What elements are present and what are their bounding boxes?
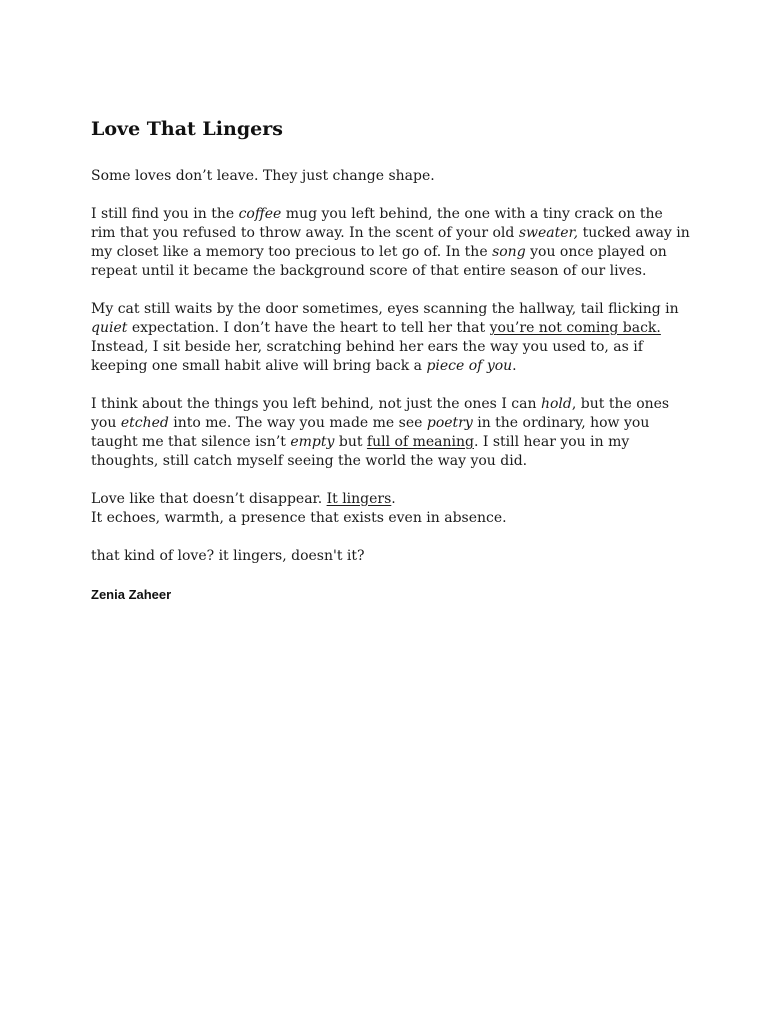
underlined-text: It lingers [326,491,392,507]
text-run: tucked away in my closet like a memory too precious to let go of. In the [91,225,690,260]
text-run: I think about the things you left behind, not just the ones I can [91,396,541,412]
italic-text: quiet [91,320,128,336]
text-run: Love like that doesn’t disappear. [91,491,327,507]
underlined-text: full of meaning [366,434,474,450]
paragraph-4 [91,395,691,471]
paragraph-5 [91,490,691,528]
text-run: expectation. I don’t have the heart to tell her that [127,320,490,336]
italic-text: poetry [426,415,473,431]
italic-text: etched [120,415,169,431]
paragraph-3 [91,300,691,376]
italic-text: song [492,244,526,260]
text-run: mug you left behind, the one with a tiny crack on the rim that you refused to throw away. In the scent of your old [91,206,663,241]
text-run: . I still hear you in my thoughts, still catch myself seeing the world the way you did. [91,434,630,469]
author-name: Zenia Zaheer [91,587,172,602]
text-run: that kind of love? it lingers, doesn't it? [91,548,365,564]
italic-text: sweater, [518,225,579,241]
paragraph-6 [91,547,691,566]
text-run: It echoes, warmth, a presence that exists even in absence. [91,510,507,526]
text-run: Instead, I sit beside her, scratching behind her ears the way you used to, as if keeping one small habit alive will bring back a [91,339,643,374]
text-run: My cat still waits by the door sometimes, eyes scanning the hallway, tail flicking in [91,301,679,317]
text-run: into me. The way you made me see [168,415,427,431]
text-run: I still find you in the [91,206,239,222]
paragraph-2 [91,205,691,281]
text-run: but [334,434,367,450]
document-page [91,116,691,604]
underlined-text: you’re not coming back. [489,320,661,336]
document-title: Love That Lingers [91,118,283,140]
italic-text: piece of you [426,358,513,374]
text-run: . [512,358,517,374]
paragraph-1 [91,167,691,186]
text-run: you once played on repeat until it became the background score of that entire season of our lives. [91,244,667,279]
italic-text: coffee [238,206,282,222]
italic-text: hold [540,396,572,412]
text-run: , but the ones you [91,396,670,431]
text-run: Some loves don’t leave. They just change shape. [91,168,435,184]
italic-text: empty [290,434,335,450]
text-run: in the ordinary, how you taught me that silence isn’t [91,415,650,450]
text-run: . [391,491,396,507]
